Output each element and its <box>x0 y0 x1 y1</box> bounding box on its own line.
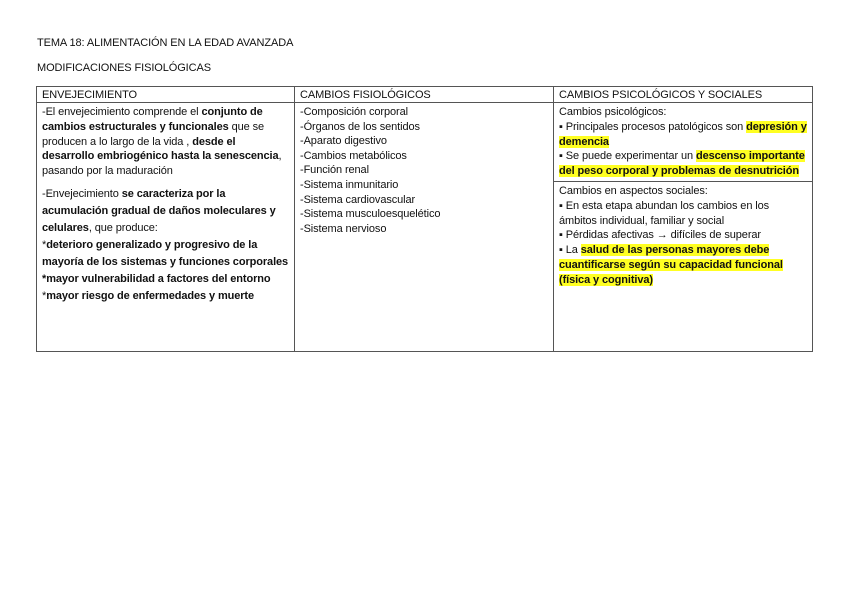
list-item: -Función renal <box>300 164 369 177</box>
bold-run: conjunto de cambios estructurales y funcionales <box>42 106 263 133</box>
consequence-item <box>42 288 289 305</box>
text-run: ▪ Se puede experimentar un <box>559 150 696 163</box>
section-subtitle: MODIFICACIONES FISIOLÓGICAS <box>37 62 211 74</box>
header-cambios-fisiologicos: CAMBIOS FISIOLÓGICOS <box>295 87 554 103</box>
paragraph-gap <box>42 179 289 186</box>
psychological-changes-block <box>554 103 812 182</box>
social-changes-block <box>554 182 812 290</box>
highlighted-run: descenso importante del peso corporal y problemas de desnutrición <box>559 150 805 178</box>
list-item: -Sistema nervioso <box>300 222 387 235</box>
cambios-fisiologicos-cell <box>295 103 554 352</box>
bullet-item <box>559 149 807 179</box>
list-item: -Aparato digestivo <box>300 135 387 148</box>
list-item: -Sistema inmunitario <box>300 178 399 191</box>
asterisk: * <box>42 238 47 251</box>
bold-run: mayor vulnerabilidad a factores del entorno <box>46 272 271 285</box>
psychological-title: Cambios psicológicos: <box>559 106 667 118</box>
highlighted-run: salud de las personas mayores debe cuantificarse según su capacidad funcional (física y cognitiva) <box>559 244 783 286</box>
list-item: -Composición corporal <box>300 106 408 118</box>
document-title: TEMA 18: ALIMENTACIÓN EN LA EDAD AVANZADA <box>37 37 294 49</box>
table-body-row <box>37 103 813 352</box>
envejecimiento-cell <box>37 103 295 352</box>
envejecimiento-characteristics <box>42 186 289 237</box>
consequence-item <box>42 271 289 288</box>
header-envejecimiento: ENVEJECIMIENTO <box>37 87 295 103</box>
list-item: -Cambios metabólicos <box>300 149 407 162</box>
asterisk: * <box>42 289 47 302</box>
text-run: ▪ Principales procesos patológicos son <box>559 120 747 133</box>
bold-run: se caracteriza por la acumulación gradual de daños moleculares y celulares <box>42 187 276 234</box>
bold-run: desde el desarrollo embriogénico hasta la senescencia <box>42 135 279 163</box>
bullet-item: ▪ En esta etapa abundan los cambios en los ámbitos individual, familiar y social <box>559 199 770 227</box>
bullet-item: ▪ Pérdidas afectivas → difíciles de superar <box>559 229 761 242</box>
social-title: Cambios en aspectos sociales: <box>559 184 708 197</box>
text-run: -Envejecimiento <box>42 187 122 200</box>
text-run: que se producen a lo largo de la vida , <box>42 120 265 148</box>
text-run: , pasando por la maduración <box>42 150 282 178</box>
text-run: , que produce: <box>88 221 158 234</box>
bullet-item <box>559 243 807 287</box>
asterisk: * <box>42 272 47 285</box>
list-item: -Órganos de los sentidos <box>300 120 420 133</box>
list-item: -Sistema cardiovascular <box>300 193 416 206</box>
cambios-psicologicos-sociales-cell <box>554 103 813 352</box>
envejecimiento-definition <box>42 105 289 179</box>
list-item: -Sistema musculoesquelético <box>300 208 441 221</box>
modifications-table <box>36 86 813 352</box>
consequence-item <box>42 237 289 271</box>
bold-run: mayor riesgo de enfermedades y muerte <box>46 289 255 302</box>
text-run: ▪ La <box>559 244 581 257</box>
highlighted-run: depresión y demencia <box>559 120 807 148</box>
header-cambios-psicologicos-sociales: CAMBIOS PSICOLÓGICOS Y SOCIALES <box>554 87 813 103</box>
bullet-item <box>559 120 807 150</box>
table-header-row <box>37 87 813 103</box>
bold-run: deterioro generalizado y progresivo de la mayoría de los sistemas y funciones corporales <box>42 238 289 268</box>
text-run: -El envejecimiento comprende el <box>42 106 202 118</box>
